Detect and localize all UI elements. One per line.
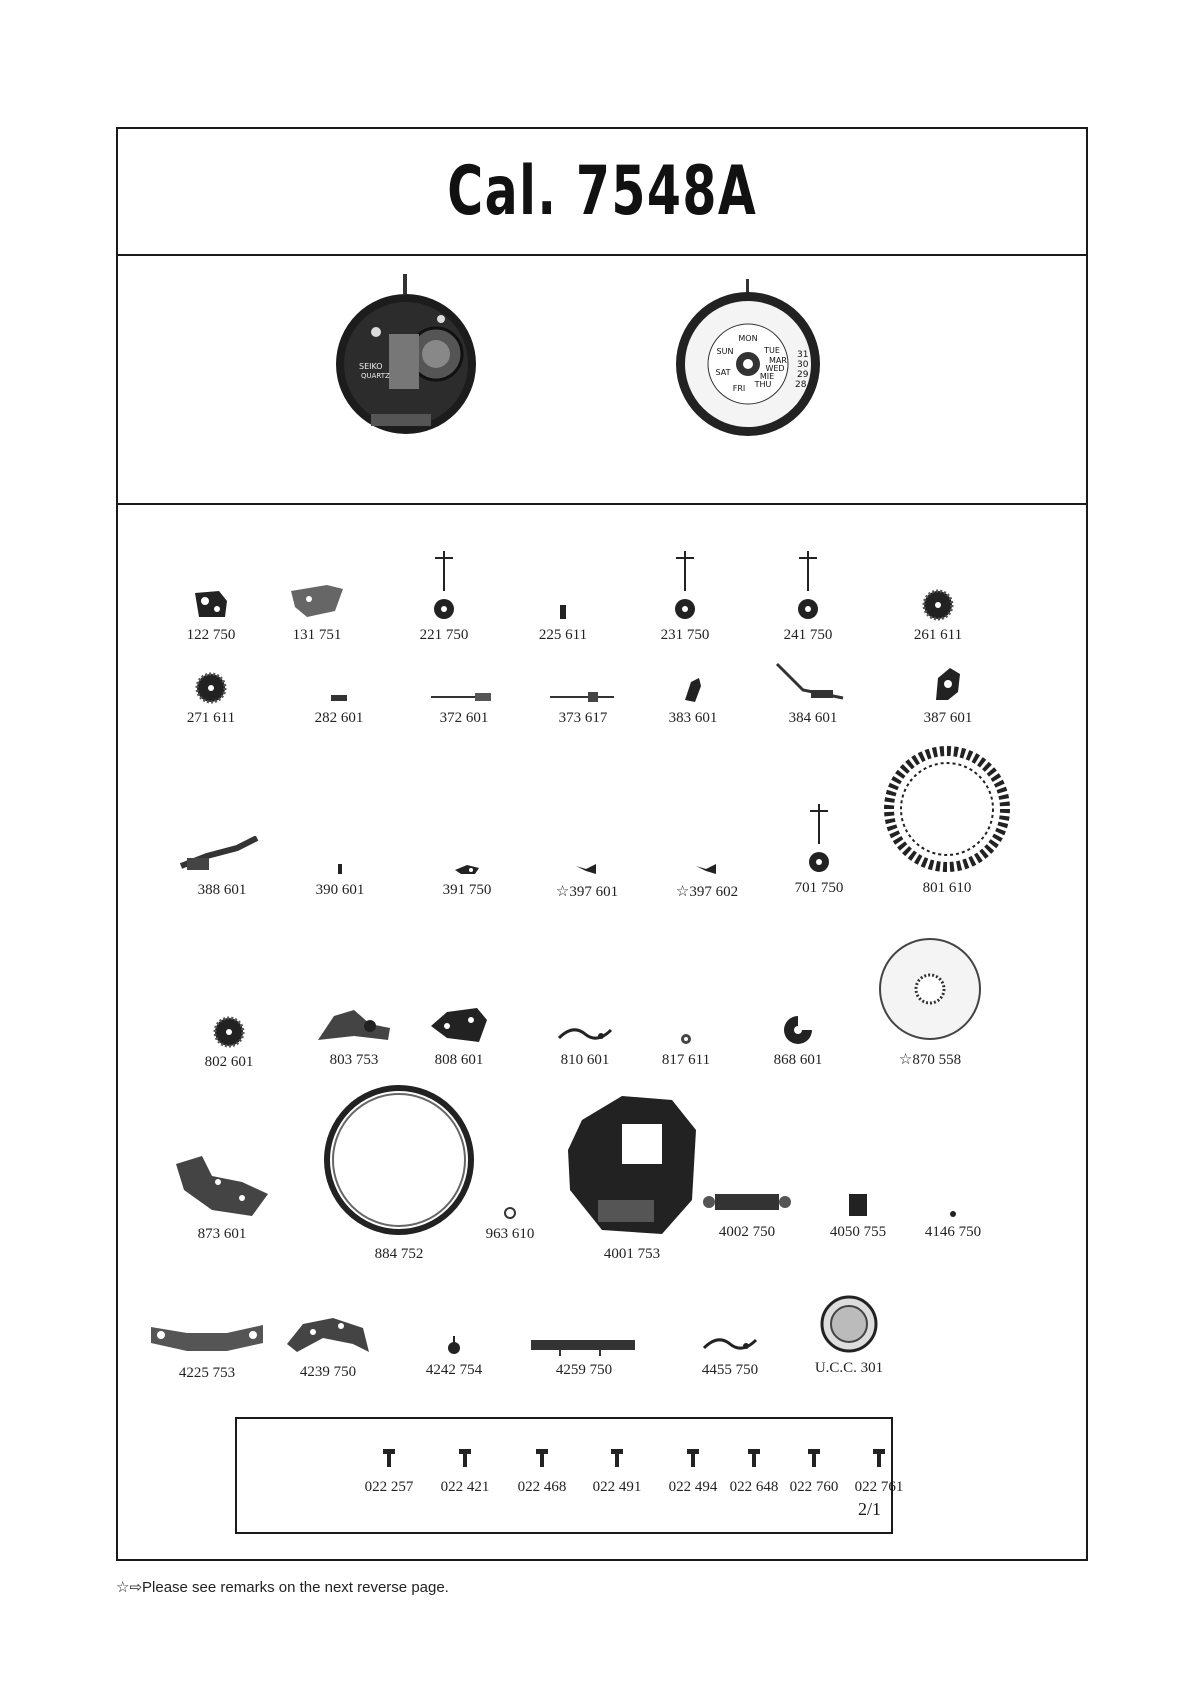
- spring-lever-icon: [773, 660, 853, 704]
- wheel-icon: [804, 804, 834, 874]
- parts-grid: [118, 503, 1086, 1559]
- gear-icon: [195, 672, 227, 704]
- screw-number: 022 494: [668, 1479, 718, 1495]
- svg-text:MAR: MAR: [769, 356, 787, 365]
- guard-plate-icon: [427, 1006, 491, 1046]
- part-number: 884 752: [374, 1246, 424, 1262]
- jumper-icon: [574, 862, 600, 876]
- screw-icon: [535, 1447, 549, 1469]
- part-number: U.C.C. 301: [814, 1360, 884, 1376]
- svg-text:TUE: TUE: [764, 346, 780, 355]
- yoke-icon: [177, 836, 267, 876]
- part-item: [873, 710, 1023, 726]
- jumper-icon: [694, 862, 720, 876]
- svg-text:SUN: SUN: [716, 347, 734, 356]
- wheel-icon: [793, 551, 823, 621]
- part-item: [147, 1226, 297, 1242]
- part-item: [324, 1246, 474, 1262]
- date-ring-icon: [882, 744, 1012, 874]
- clutch-icon: [329, 692, 349, 704]
- part-item: [872, 880, 1022, 896]
- part-number: 817 611: [661, 1052, 711, 1068]
- ring-icon: [319, 1080, 479, 1240]
- movement-front-photo: [331, 274, 481, 434]
- part-number: 4146 750: [924, 1224, 982, 1240]
- footer-remark: ☆⇨Please see remarks on the next reverse page.: [116, 1579, 449, 1596]
- screw-item: [349, 1479, 429, 1495]
- setting-lever-icon: [928, 664, 968, 704]
- rotor-icon: [444, 1336, 464, 1356]
- screw-icon: [807, 1447, 821, 1469]
- part-number: 802 601: [204, 1054, 254, 1070]
- part-number: 122 750: [186, 627, 236, 643]
- screw-icon: [747, 1447, 761, 1469]
- part-number: 701 750: [794, 880, 844, 896]
- part-number: 372 601: [439, 710, 489, 726]
- part-number: 387 601: [923, 710, 973, 726]
- screw-panel: [235, 1417, 904, 1534]
- circuit-block-icon: [529, 1336, 639, 1356]
- part-item: [379, 1362, 529, 1378]
- screw-number: 022 648: [729, 1479, 779, 1495]
- part-item: [878, 1224, 1028, 1240]
- svg-text:29: 29: [797, 370, 809, 380]
- gear-icon: [922, 589, 954, 621]
- pin-icon: [557, 603, 569, 621]
- screw-number: 022 491: [592, 1479, 642, 1495]
- screw-icon: [382, 1447, 396, 1469]
- screw-number: 022 468: [517, 1479, 567, 1495]
- part-number: 801 610: [922, 880, 972, 896]
- part-number: 271 611: [186, 710, 236, 726]
- spring-icon: [555, 1020, 615, 1046]
- part-number: 231 750: [660, 627, 710, 643]
- screw-number: 022 760: [789, 1479, 839, 1495]
- part-item: [509, 1362, 659, 1378]
- spring-icon: [700, 1330, 760, 1356]
- screw-number: 022 761: [854, 1479, 904, 1495]
- movement-brand: SEIKO: [359, 362, 383, 371]
- train-bridge-icon: [191, 587, 231, 621]
- part-number: 810 601: [560, 1052, 610, 1068]
- movement-type: QUARTZ: [361, 372, 390, 380]
- svg-text:FRI: FRI: [732, 384, 746, 393]
- part-number: 384 601: [788, 710, 838, 726]
- part-number: 4259 750: [555, 1362, 613, 1378]
- svg-text:SAT: SAT: [715, 368, 731, 377]
- part-number: 282 601: [314, 710, 364, 726]
- page-title: Cal. 7548A: [447, 152, 757, 231]
- part-item: [738, 710, 888, 726]
- small-wheel-icon: [679, 1032, 693, 1046]
- stem-icon: [548, 690, 618, 704]
- screw-item: [502, 1479, 582, 1495]
- part-number: 131 751: [292, 627, 342, 643]
- page-marker: 2/1: [858, 1499, 882, 1519]
- circuit-bridge-icon: [283, 1314, 373, 1358]
- small-pin-icon: [336, 862, 344, 876]
- screw-icon: [610, 1447, 624, 1469]
- svg-text:THU: THU: [754, 380, 772, 389]
- part-item: [723, 1052, 873, 1068]
- part-number: 873 601: [197, 1226, 247, 1242]
- part-number: ☆397 601: [555, 884, 619, 900]
- battery-icon: [819, 1294, 879, 1354]
- part-number: 4001 753: [603, 1246, 661, 1262]
- svg-text:MIE: MIE: [759, 372, 775, 381]
- screw-icon: [872, 1447, 886, 1469]
- holder-icon: [172, 1150, 272, 1220]
- part-number: 383 601: [668, 710, 718, 726]
- part-number: 963 610: [485, 1226, 535, 1242]
- part-number: 221 750: [419, 627, 469, 643]
- small-lever-icon: [453, 862, 481, 876]
- washer-icon: [503, 1206, 517, 1220]
- svg-text:31: 31: [797, 350, 809, 360]
- battery-connection-icon: [147, 1319, 267, 1359]
- calendar-dial-photo: [675, 279, 825, 439]
- part-number: 391 750: [442, 882, 492, 898]
- part-item: [733, 627, 883, 643]
- part-item: [855, 1050, 1005, 1068]
- screw-item: [839, 1479, 919, 1495]
- part-number: 4002 750: [718, 1224, 776, 1240]
- screw-item: [577, 1479, 657, 1495]
- part-number: 241 750: [783, 627, 833, 643]
- part-number: 261 611: [913, 627, 963, 643]
- part-number: ☆397 602: [675, 884, 739, 900]
- dot-icon: [949, 1210, 957, 1218]
- day-disk-icon: [875, 934, 985, 1044]
- svg-text:MON: MON: [738, 334, 758, 343]
- wheel-icon: [429, 551, 459, 621]
- coil-block-icon: [701, 1188, 793, 1218]
- finger-icon: [780, 1012, 816, 1046]
- part-number: 373 617: [558, 710, 608, 726]
- part-number: 4239 750: [299, 1364, 357, 1380]
- part-item: [557, 1246, 707, 1262]
- screw-icon: [686, 1447, 700, 1469]
- screw-item: [425, 1479, 505, 1495]
- parts-sheet: [116, 127, 1088, 1561]
- part-number: 808 601: [434, 1052, 484, 1068]
- main-plate-icon: [562, 1090, 702, 1240]
- part-number: ☆870 558: [898, 1052, 962, 1068]
- svg-text:30: 30: [797, 360, 809, 370]
- gear-icon: [213, 1016, 245, 1048]
- wheel-icon: [670, 551, 700, 621]
- winding-stem-icon: [429, 690, 499, 704]
- part-number: 4050 755: [829, 1224, 887, 1240]
- title-box: [118, 129, 1086, 256]
- coil-icon: [847, 1192, 869, 1218]
- part-number: 868 601: [773, 1052, 823, 1068]
- svg-text:28: 28: [795, 380, 807, 390]
- part-number: 388 601: [197, 882, 247, 898]
- lever-icon: [681, 676, 705, 704]
- part-number: 803 753: [329, 1052, 379, 1068]
- screw-number: 022 257: [364, 1479, 414, 1495]
- part-number: 4455 750: [701, 1362, 759, 1378]
- part-number: 4242 754: [425, 1362, 483, 1378]
- part-item: [863, 627, 1013, 643]
- part-number: 4225 753: [178, 1365, 236, 1381]
- screw-icon: [458, 1447, 472, 1469]
- driving-wheel-icon: [314, 1006, 394, 1046]
- plate-icon: [287, 581, 347, 621]
- svg-text:WED: WED: [765, 364, 785, 373]
- part-number: 225 611: [538, 627, 588, 643]
- screw-number: 022 421: [440, 1479, 490, 1495]
- movement-photo-panel: [118, 254, 1086, 505]
- part-item: [774, 1360, 924, 1376]
- part-number: 390 601: [315, 882, 365, 898]
